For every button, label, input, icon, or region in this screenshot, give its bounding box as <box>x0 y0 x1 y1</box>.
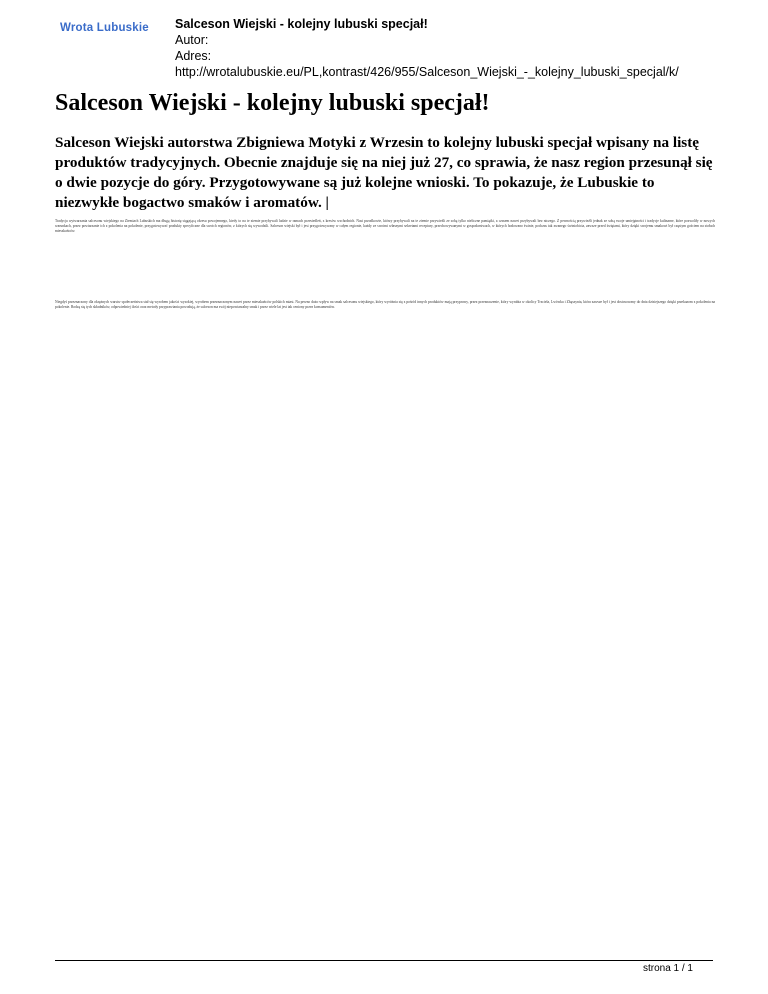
article-paragraph: Niegdyś przeznaczony dla okrężnych warstw społeczeństwa stał się wyrobem jakości wysokiej, wyrobem przeznaczonym nawet przez mieszkańców polskich miast. Na pewno dużo wpływ na smak salcesonu wiejskiego, który wyróżnia się z pośród innych produktów mają przyprawy, przez przeznaczenie, który wyrabia w okolicy Trzciela, Lwówka i Zbąszynia, która zawsze był i jest dostosowany do dnia dzisiejszego dzięki przekazom z pokolenia na pokolenie. Rodzą się tych składników, odpowiedniej ilości oraz metody przyprawiania powodują, że salceson ma swój niepowtarzalny smak i przez wiele lat jest tak ceniony przez konsumentów. <box>55 300 715 309</box>
meta-title: Salceson Wiejski - kolejny lubuski specjał! <box>175 17 428 31</box>
site-logo: Wrota Lubuskie <box>60 22 149 34</box>
footer-divider <box>55 960 713 961</box>
meta-author: Autor: <box>175 33 209 47</box>
article-title: Salceson Wiejski - kolejny lubuski specjał! <box>55 90 490 116</box>
article-paragraph: Tradycja wytwarzania salcesonu wiejskiego na Ziemiach Lubuskich ma długą historię sięgającą okresu powojennego, kiedy to na te ziemie przybywali ludzie w ramach przesiedleń, z kresów wschodnich. Nasi przodkowie, którzy przybywali na te ziemie przywieźli ze sobą tylko nieliczne pamiątki, a czasem nawet przybywali bez niczego. Z pewnością przywieźli jednak ze sobą swoje umiejętności i tradycje kulinarne, które pozwoliły w nowych warunkach, przez powtarzanie ich z pokolenia na pokolenie, przygotowywać produkty specyficzne dla swoich regionów, z których się wywodzili. Salceson wiejski był i jest przygotowywany w całym regionie, każdy ze swoimi własnymi sekretami receptury, przechowywanymi w gospodarstwach, w których hodowano świnie, podczas tak zwanego świniobicia, zawsze przed świętami, który dzięki swojemu smakowi był częstym gościem na stołach mieszkańców. <box>55 219 715 233</box>
article-lead: Salceson Wiejski autorstwa Zbigniewa Motyki z Wrzesin to kolejny lubuski specjał wpisany na listę produktów tradycyjnych. Obecnie znajduje się na niej już 27, co sprawia, że nasz region przesunął się o dwie pozycje do góry. Przygotowywane są już kolejne wnioski. To pokazuje, że Lubuskie to niezwykłe bogactwo smaków i aromatów. | <box>55 134 713 211</box>
meta-url[interactable]: http://wrotalubuskie.eu/PL,kontrast/426/955/Salceson_Wiejski_-_kolejny_lubuski_specjal/k/ <box>175 65 679 79</box>
page-number: strona 1 / 1 <box>642 963 693 974</box>
document-meta <box>175 16 679 80</box>
meta-address: Adres: <box>175 49 212 63</box>
